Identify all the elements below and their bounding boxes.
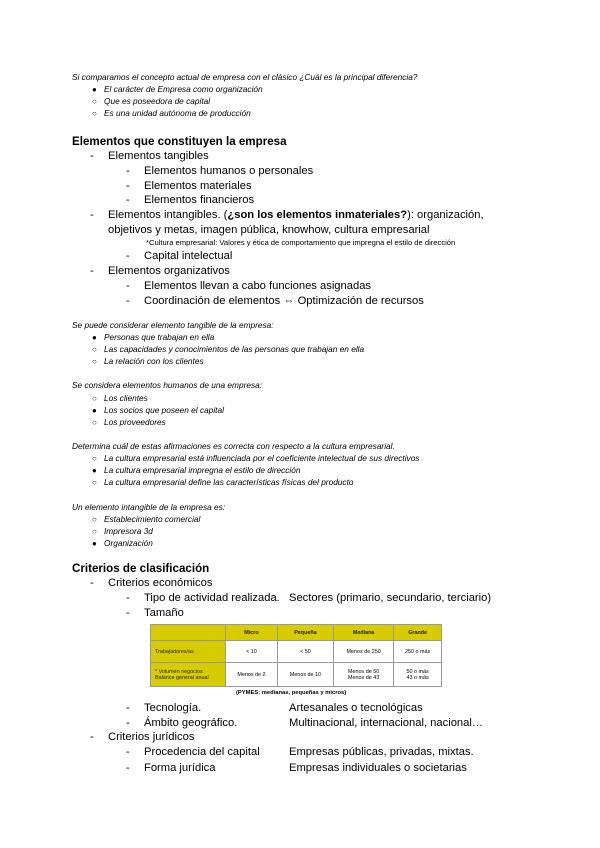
list-item: - Procedencia del capital bbox=[126, 746, 260, 758]
list-item: - Tecnología. bbox=[126, 702, 202, 714]
table-cell: 50 o más 43 o más bbox=[394, 663, 442, 687]
size-table bbox=[150, 624, 442, 687]
quiz-question: Se puede considerar elemento tangible de la empresa: bbox=[72, 320, 274, 330]
table-header-cell: Pequeña bbox=[277, 625, 333, 641]
quiz-question: Se considera elementos humanos de una empresa: bbox=[72, 380, 263, 390]
list-item: - Elementos humanos o personales bbox=[126, 165, 314, 177]
quiz-option: ● Organización bbox=[92, 538, 153, 548]
bullet-icon: ○ bbox=[92, 515, 97, 524]
table-row bbox=[151, 663, 442, 687]
list-item: - Criterios jurídicos bbox=[90, 731, 195, 743]
bullet-icon: ● bbox=[92, 85, 97, 94]
table-header-cell: Mediana bbox=[333, 625, 393, 641]
quiz-option: ○ Es una unidad autónoma de producción bbox=[92, 108, 251, 118]
quiz-question: Determina cuál de estas afirmaciones es correcta con respecto a la cultura empresarial. bbox=[72, 441, 395, 451]
quiz-option: ● Personas que trabajan en ella bbox=[92, 332, 215, 342]
list-item: - Forma jurídica bbox=[126, 762, 216, 774]
table-header-row bbox=[151, 625, 442, 641]
list-item: - Coordinación de elementos ⇔ Optimización de recursos bbox=[126, 295, 424, 307]
quiz-option: ○ La cultura empresarial define las características físicas del producto bbox=[92, 477, 354, 487]
bullet-icon: ● bbox=[92, 333, 97, 342]
table-cell: Menos de 2 bbox=[226, 663, 278, 687]
table-cell: Trabajadores/as bbox=[151, 641, 226, 663]
list-item: - Tipo de actividad realizada. bbox=[126, 592, 280, 604]
bullet-icon: ○ bbox=[92, 357, 97, 366]
table-cell: < 10 bbox=[226, 641, 278, 663]
quiz-option: ● El carácter de Empresa como organización bbox=[92, 84, 263, 94]
quiz-option: ○ Que es poseedora de capital bbox=[92, 96, 211, 106]
table-cell: 250 o más bbox=[394, 641, 442, 663]
table-cell: * Volumen negocios Balance general anual bbox=[151, 663, 226, 687]
list-item: - Elementos intangibles. (¿son los elementos inmateriales?): organización, bbox=[90, 209, 484, 221]
list-item-value: Sectores (primario, secundario, terciario) bbox=[289, 592, 492, 604]
table-cell: < 50 bbox=[277, 641, 333, 663]
list-item: - Capital intelectual bbox=[126, 250, 233, 262]
table-cell: Menos de 250 bbox=[333, 641, 393, 663]
footnote: *Cultura empresarial: Valores y ética de comportamiento que impregna el estilo de dirección bbox=[146, 238, 456, 247]
bullet-icon: ○ bbox=[92, 418, 97, 427]
quiz-question: Un elemento intangible de la empresa es: bbox=[72, 502, 226, 512]
table-header-cell: Micro bbox=[226, 625, 278, 641]
list-item: - Elementos organizativos bbox=[90, 265, 230, 277]
list-item: - Elementos tangibles bbox=[90, 150, 209, 162]
table-cell: Menos de 10 bbox=[277, 663, 333, 687]
bullet-icon: ○ bbox=[92, 394, 97, 403]
bullet-icon: ● bbox=[92, 406, 97, 415]
quiz-option: ○ Establecimiento comercial bbox=[92, 514, 201, 524]
bullet-icon: ○ bbox=[92, 345, 97, 354]
list-item-value: Multinacional, internacional, nacional… bbox=[289, 717, 484, 729]
section-heading: Elementos que constituyen la empresa bbox=[72, 135, 287, 148]
quiz-option: ○ Los proveedores bbox=[92, 417, 166, 427]
list-item: - Elementos materiales bbox=[126, 180, 252, 192]
quiz-option: ○ Los clientes bbox=[92, 393, 148, 403]
quiz-option: ○ La cultura empresarial está influenciada por el coeficiente intelectual de sus directivos bbox=[92, 453, 420, 463]
table-cell: Menos de 50 Menos de 43 bbox=[333, 663, 393, 687]
quiz-option: ● La cultura empresarial impregna el estilo de dirección bbox=[92, 465, 301, 475]
bullet-icon: ● bbox=[92, 466, 97, 475]
list-item: - Criterios económicos bbox=[90, 577, 213, 589]
quiz-option: ○ Impresora 3d bbox=[92, 526, 153, 536]
table-header-cell: Grande bbox=[394, 625, 442, 641]
list-item: - Elementos llevan a cabo funciones asignadas bbox=[126, 280, 372, 292]
quiz-option: ○ La relación con los clientes bbox=[92, 356, 204, 366]
quiz-option: ● Los socios que poseen el capital bbox=[92, 405, 224, 415]
bullet-icon: ○ bbox=[92, 478, 97, 487]
bullet-icon: ○ bbox=[92, 97, 97, 106]
list-item-continuation: objetivos y metas, imagen pública, knowhow, cultura empresarial bbox=[108, 224, 430, 236]
quiz-option: ○ Las capacidades y conocimientos de las personas que trabajan en ella bbox=[92, 344, 365, 354]
table-caption: (PYMES: medianas, pequeñas y micros) bbox=[236, 690, 347, 696]
list-item: - Ámbito geográfico. bbox=[126, 717, 238, 729]
list-item: - Tamaño bbox=[126, 607, 184, 619]
bullet-icon: ○ bbox=[92, 109, 97, 118]
bullet-icon: ● bbox=[92, 539, 97, 548]
section-heading: Criterios de clasificación bbox=[72, 562, 210, 575]
table-header-cell bbox=[151, 625, 226, 641]
list-item: - Elementos financieros bbox=[126, 194, 255, 206]
list-item-value: Empresas individuales o societarias bbox=[289, 762, 467, 774]
quiz-question: Si comparamos el concepto actual de empresa con el clásico ¿Cuál es la principal diferencia? bbox=[72, 72, 418, 82]
list-item-value: Empresas públicas, privadas, mixtas. bbox=[289, 746, 474, 758]
list-item-value: Artesanales o tecnológicas bbox=[289, 702, 423, 714]
bullet-icon: ○ bbox=[92, 527, 97, 536]
bullet-icon: ○ bbox=[92, 454, 97, 463]
table-row bbox=[151, 641, 442, 663]
